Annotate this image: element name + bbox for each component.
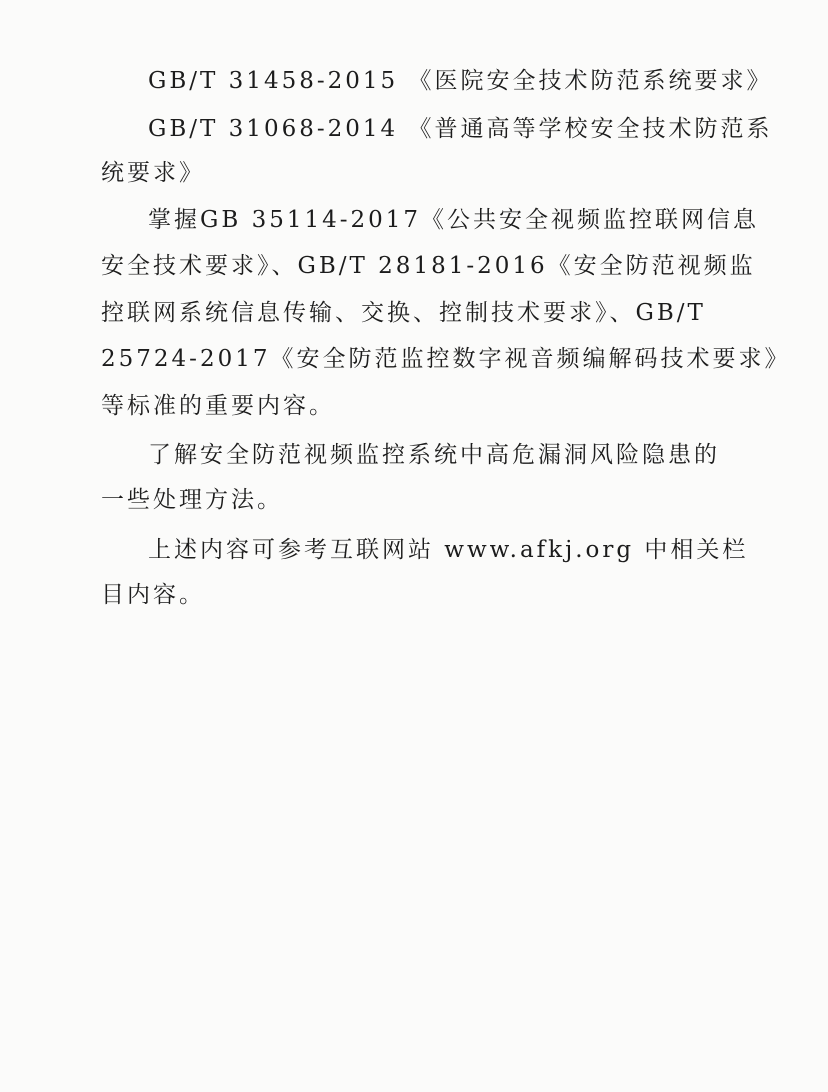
paragraph-master-standards-line-5: 等标准的重要内容。 — [101, 393, 335, 419]
paragraph-master-standards-line-3: 控联网系统信息传输、交换、控制技术要求》、GB/T — [101, 300, 706, 326]
paragraph-master-standards-line-2: 安全技术要求》、GB/T 28181-2016《安全防范视频监 — [101, 253, 756, 279]
standard-line-gb-t-31068: GB/T 31068-2014 《普通高等学校安全技术防范系 — [148, 116, 773, 142]
paragraph-vulnerabilities-line-2: 一些处理方法。 — [101, 487, 283, 513]
standard-line-gb-t-31458: GB/T 31458-2015 《医院安全技术防范系统要求》 — [148, 68, 773, 94]
paragraph-master-standards-line-4: 25724-2017《安全防范监控数字视音频编解码技术要求》 — [101, 346, 791, 372]
standard-line-gb-t-31068-cont: 统要求》 — [101, 160, 205, 186]
paragraph-vulnerabilities-line-1: 了解安全防范视频监控系统中高危漏洞风险隐患的 — [148, 442, 720, 468]
paragraph-master-standards-line-1: 掌握GB 35114-2017《公共安全视频监控联网信息 — [148, 207, 760, 233]
paragraph-reference-line-2: 目内容。 — [101, 582, 205, 608]
paragraph-reference-line-1: 上述内容可参考互联网站 www.afkj.org 中相关栏 — [148, 537, 749, 563]
